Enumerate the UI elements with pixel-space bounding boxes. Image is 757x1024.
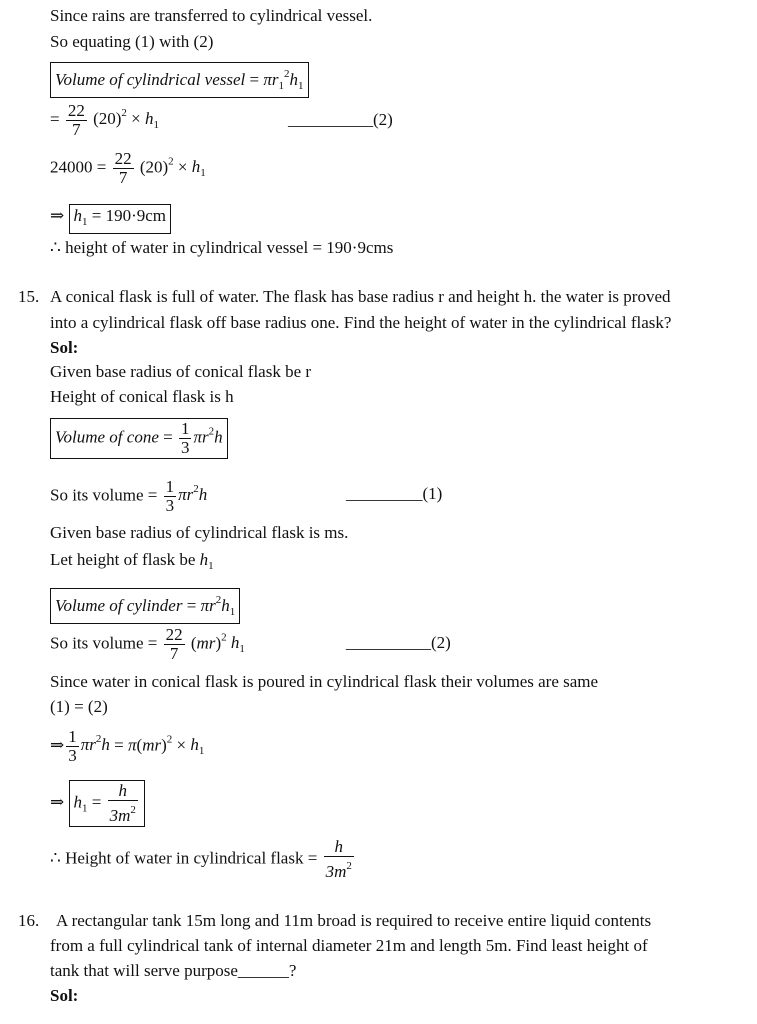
question-15-line-1: A conical flask is full of water. The flask has base radius r and height h. the water is proved [50, 287, 671, 306]
equation-24000: 24000 = $\frac{22}{7}$ $(20)^2 \times h_1$ [50, 149, 206, 187]
eq12-line: (1) = (2) [50, 697, 108, 716]
conclusion-1-text: height of water in cylindrical vessel [65, 238, 309, 257]
cone-volume-line: So its volume = $\frac{1}{3}$ $\pi r^2h$ [50, 477, 208, 515]
line-equating: So equating (1) with (2) [50, 32, 214, 51]
cylinder-volume-label: So its volume [50, 633, 144, 653]
conclusion-2: ∴ Height of water in cylindrical flask = $\frac{h}{3m^2}$ [50, 837, 352, 881]
given-2: Height of conical flask is h [50, 387, 234, 406]
conclusion-1: ∴ height of water in cylindrical vessel = 190·9cms [50, 238, 394, 257]
question-15-line-2: into a cylindrical flask off base radius one. Find the height of water in the cylindrical flask? [50, 313, 672, 332]
equation-line-2: = $\frac{22}{7}$ $(20)^2 \times h_1$ [50, 101, 160, 139]
result-h1-fraction: ⇒ $h_1$ = $\frac{h}{3m^2}$ [50, 780, 145, 827]
question-16-line-2: from a full cylindrical tank of internal diameter 21m and length 5m. Find least height of [50, 936, 648, 955]
conclusion-1-value: 190·9cms [326, 238, 394, 257]
result-h1-boxed: ⇒ $h_1 = 190\cdot 9cm$ [50, 204, 171, 234]
box1-label: Volume of cylindrical vessel [55, 70, 246, 89]
equation-marker-2: __________(2) [288, 110, 393, 129]
boxed-formula-cone: Volume of cone = $\frac{1}{3}$ $\pi r^2h$ [50, 418, 228, 459]
question-15-number: 15. [18, 287, 40, 306]
cylinder-volume-line: So its volume = $\frac{22}{7}$ (mr)$^2$ $h_1$ [50, 625, 245, 663]
given-4-text: Let height of flask be [50, 550, 196, 569]
sol-label-15: Sol: [50, 338, 79, 357]
conclusion-2-text: Height of water in cylindrical flask [65, 848, 304, 868]
result-h1-value: 190·9cm [105, 206, 167, 225]
given-4: Let height of flask be $h_1$ [50, 550, 214, 572]
box-cyl-label: Volume of cylinder [55, 596, 183, 615]
question-16-line-1: A rectangular tank 15m long and 11m broad is required to receive entire liquid contents [56, 911, 652, 930]
cylinder-volume-marker: __________(2) [346, 633, 451, 652]
cone-volume-label: So its volume [50, 485, 144, 505]
question-16-number: 16. [18, 911, 40, 930]
box-cone-label: Volume of cone [55, 427, 159, 447]
boxed-formula-cylindrical-vessel: Volume of cylindrical vessel = $\pi r_1^2h_1$ [50, 62, 309, 98]
given-3: Given base radius of cylindrical flask is ms. [50, 523, 349, 542]
line-rains: Since rains are transferred to cylindrical vessel. [50, 6, 373, 25]
question-16-line-3: tank that will serve purpose______? [50, 961, 297, 980]
equate-line: ⇒ $\frac{1}{3}$ $\pi r^2h = \pi(mr)^2 \times h_1$ [50, 727, 205, 765]
boxed-formula-cylinder: Volume of cylinder = $\pi r^2h_1$ [50, 588, 240, 624]
given-1: Given base radius of conical flask be r [50, 362, 312, 381]
sol-label-16: Sol: [50, 986, 79, 1005]
cone-volume-marker: _________(1) [346, 484, 443, 503]
since-line: Since water in conical flask is poured in cylindrical flask their volumes are same [50, 672, 599, 691]
value-24000: 24000 [50, 157, 93, 177]
